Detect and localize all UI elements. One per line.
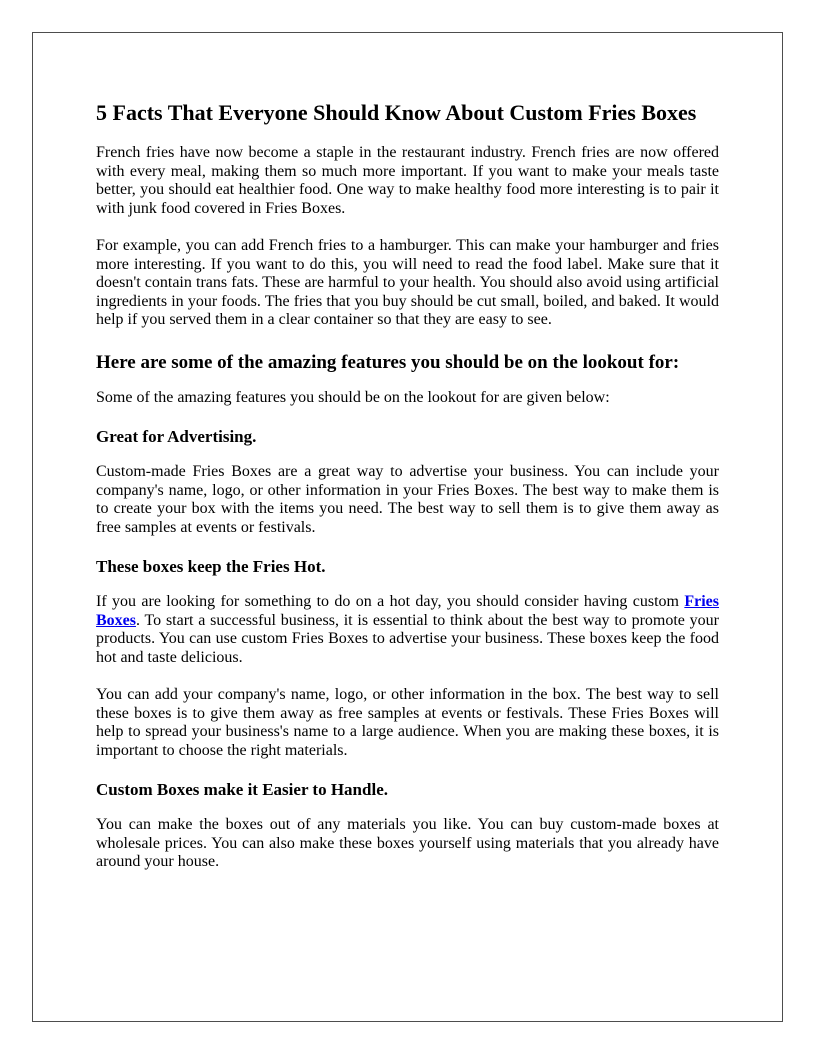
document-page: [32, 32, 783, 1022]
advertising-paragraph: Custom-made Fries Boxes are a great way to advertise your business. You can include your company's name, logo, or other information in your Fries Boxes. The best way to make them is to create your box with the items you need. The best way to sell them is to give them away as free samples at events or festivals.: [96, 463, 719, 536]
fries-hot-heading: These boxes keep the Fries Hot.: [96, 557, 326, 576]
features-heading: Here are some of the amazing features you should be on the lookout for:: [96, 351, 680, 373]
document-title: 5 Facts That Everyone Should Know About Custom Fries Boxes: [96, 100, 697, 125]
fries-hot-paragraph-2: You can add your company's name, logo, or other information in the box. The best way to sell these boxes is to give them away as free samples at events or festivals. These Fries Boxes will help to spread your business's name to a large audience. When you are making these boxes, it is important to choose the right materials.: [96, 686, 719, 759]
fries-boxes-link[interactable]: Fries Boxes: [96, 593, 719, 629]
paragraph-text-after-link: . To start a successful business, it is essential to think about the best way to promote your products. You can use custom Fries Boxes to advertise your business. These boxes keep the food hot and taste delicious.: [96, 611, 719, 666]
paragraph-text-before-link: If you are looking for something to do on a hot day, you should consider having custom: [96, 593, 685, 610]
fries-hot-paragraph-1: [96, 593, 719, 667]
intro-paragraph-2: For example, you can add French fries to a hamburger. This can make your hamburger and fries more interesting. If you want to do this, you will need to read the food label. Make sure that it doesn't contain trans fats. These are harmful to your health. You should also avoid using artificial ingredients in your foods. The fries that you buy should be cut small, boiled, and baked. It would help if you served them in a clear container so that they are easy to see.: [96, 237, 719, 328]
features-intro-paragraph: Some of the amazing features you should be on the lookout for are given below:: [96, 388, 610, 406]
easier-handle-paragraph: You can make the boxes out of any materials you like. You can buy custom-made boxes at wholesale prices. You can also make these boxes yourself using materials that you already have around your house.: [96, 816, 719, 870]
intro-paragraph-1: French fries have now become a staple in the restaurant industry. French fries are now offered with every meal, making them so much more important. If you want to make your meals taste better, you should eat healthier food. One way to make healthy food more interesting is to pair it with junk food covered in Fries Boxes.: [96, 144, 719, 217]
easier-handle-heading: Custom Boxes make it Easier to Handle.: [96, 780, 388, 799]
advertising-heading: Great for Advertising.: [96, 427, 257, 446]
